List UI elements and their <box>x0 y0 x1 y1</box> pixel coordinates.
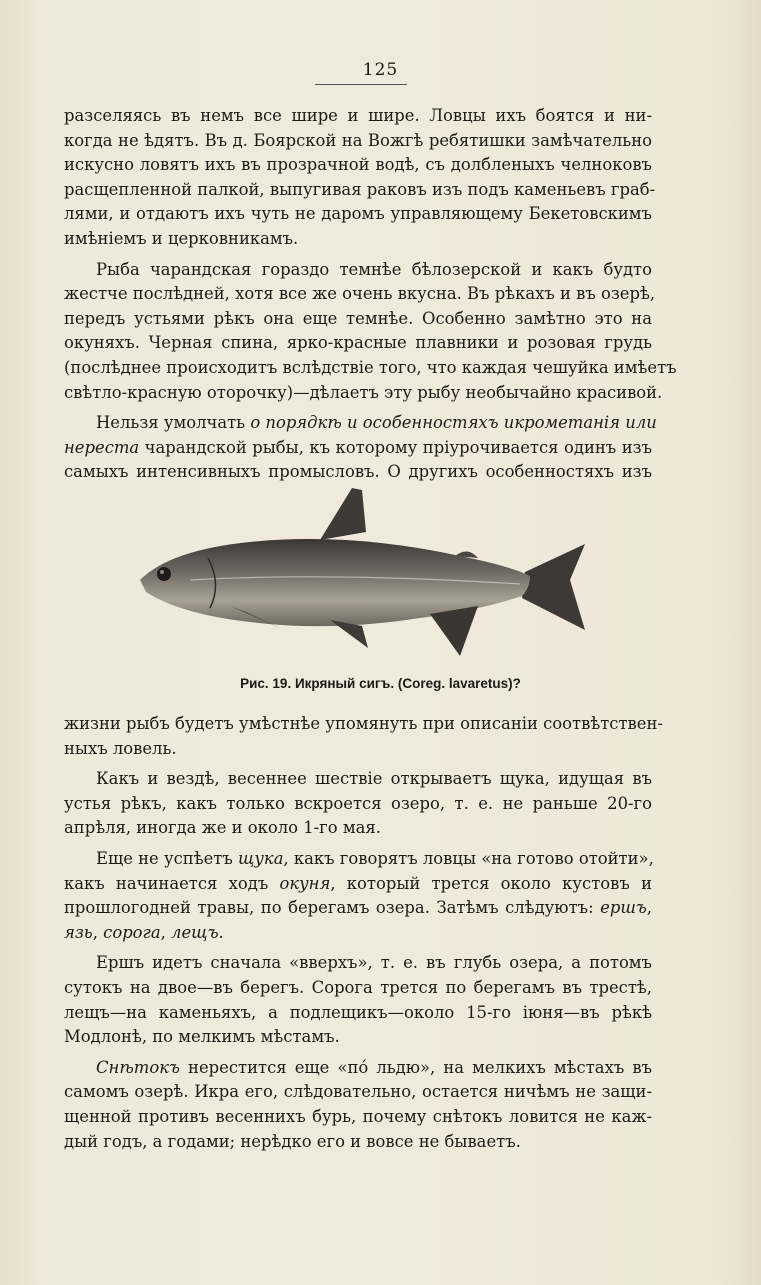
text-line: Модлонѣ, по мелкимъ мѣстамъ. <box>64 1027 340 1047</box>
text-line: когда не ѣдятъ. Въ д. Боярской на Вожгѣ ребятишки замѣчательно <box>64 130 652 150</box>
text-line: самыхъ интенсивныхъ промысловъ. О другихъ особенностяхъ изъ <box>64 462 652 482</box>
text-line: нереста чарандской рыбы, къ которому пріурочивается одинъ изъ <box>64 437 652 457</box>
text-line: Еще не успѣетъ щука, какъ говорятъ ловцы «на готово отойти», <box>96 848 654 868</box>
text-line: лещъ—на каменьяхъ, а подлещикъ—около 15-го іюня—въ рѣкѣ <box>64 1002 652 1022</box>
text-line: дый годъ, а годами; нерѣдко его и вовсе не бываетъ. <box>64 1131 521 1151</box>
text-bottom <box>64 712 663 1154</box>
text-line: ныхъ ловель. <box>64 738 177 758</box>
text-line: самомъ озерѣ. Икра его, слѣдовательно, остается ничѣмъ не защи- <box>64 1082 652 1102</box>
text-line: лями, и отдаютъ ихъ чуть не даромъ управляющему Бекетовскимъ <box>64 204 652 224</box>
text-line: сутокъ на двое—въ берегъ. Сорога трется по берегамъ въ трестѣ, <box>64 977 652 997</box>
text-line: Снѣтокъ нерестится еще «по́ льдю», на мелкихъ мѣстахъ въ <box>96 1057 652 1077</box>
text-line: какъ начинается ходъ окуня, который трется около кустовъ и <box>64 873 652 893</box>
page-number: 125 <box>362 60 399 80</box>
text-line: Рыба чарандская гораздо темнѣе бѣлозерской и какъ будто <box>96 259 652 279</box>
text-line: окуняхъ. Черная спина, ярко-красные плавники и розовая грудь <box>64 333 652 353</box>
text-line: искусно ловятъ ихъ въ прозрачной водѣ, съ долбленыхъ челноковъ <box>64 155 652 175</box>
text-line: Какъ и вездѣ, весеннее шествіе открываетъ щука, идущая въ <box>96 769 652 789</box>
header-rule <box>315 84 407 85</box>
whitefish-illustration <box>130 480 600 670</box>
text-line: имѣніемъ и церковникамъ. <box>64 228 299 248</box>
text-line: устья рѣкъ, какъ только вскроется озеро, т. е. не раньше 20-го <box>64 793 652 813</box>
text-top <box>64 104 677 485</box>
text-line: прошлогодней травы, по берегамъ озера. Затѣмъ слѣдуютъ: ершъ, <box>64 898 652 918</box>
text-line: свѣтло-красную оторочку)—дѣлаетъ эту рыбу необычайно красивой. <box>64 382 663 402</box>
text-line: Ершъ идетъ сначала «вверхъ», т. е. въ глубь озера, а потомъ <box>96 953 652 973</box>
figure-caption: Рис. 19. Икряный сигъ. (Coreg. lavaretus)? <box>240 676 521 691</box>
text-line: жестче послѣдней, хотя все же очень вкусна. Въ рѣкахъ и въ озерѣ, <box>64 284 656 304</box>
text-line: Нельзя умолчать о порядкѣ и особенностяхъ икрометанія или <box>96 413 657 433</box>
text-line: жизни рыбъ будетъ умѣстнѣе упомянуть при описаніи соотвѣтствен- <box>64 714 663 733</box>
text-line: передъ устьями рѣкъ она еще темнѣе. Особенно замѣтно это на <box>64 308 652 328</box>
text-line: (послѣднее происходитъ вслѣдствіе того, что каждая чешуйка имѣетъ <box>64 357 677 377</box>
text-line: расщепленной палкой, выпугивая раковъ изъ подъ каменьевъ граб- <box>64 179 656 199</box>
text-line: разселяясь въ немъ все шире и шире. Ловцы ихъ боятся и ни- <box>64 106 652 125</box>
text-line: язь, сорога, лещъ. <box>64 922 224 942</box>
text-line: щенной противъ весеннихъ бурь, почему снѣтокъ ловится не каж- <box>64 1106 652 1126</box>
text-line: апрѣля, иногда же и около 1-го мая. <box>64 818 381 838</box>
